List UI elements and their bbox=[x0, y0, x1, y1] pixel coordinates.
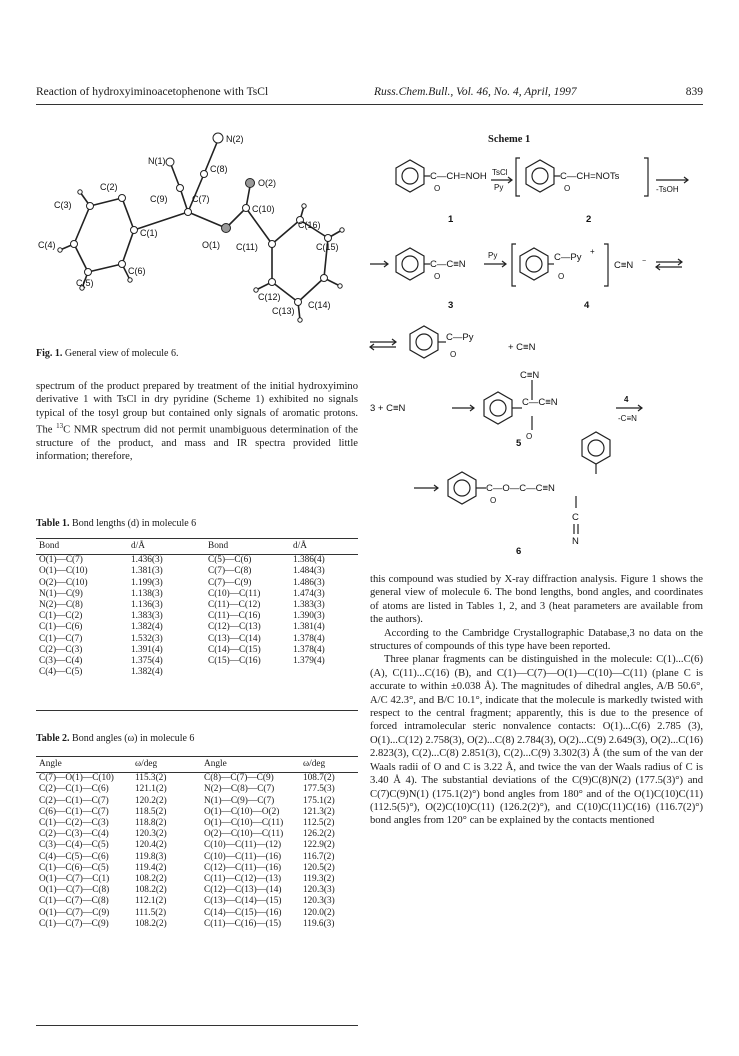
atom-label-C3: C(3) bbox=[54, 200, 72, 210]
scheme-plus: + bbox=[590, 247, 595, 256]
atom-label-C1: C(1) bbox=[140, 228, 158, 238]
header-rule bbox=[36, 104, 703, 105]
right-paragraph-2: According to the Cambridge Crystallographic Database,3 no data on the structures of compounds of this type have been reported. bbox=[370, 627, 703, 653]
table-cell: 121.3(2) bbox=[303, 806, 335, 817]
table-cell: 108.7(2) bbox=[303, 773, 335, 784]
table-cell: C(4)—C(5)—C(6) bbox=[39, 851, 109, 862]
table-cell: O(1)—C(7) bbox=[39, 555, 83, 566]
table-cell: C(7)—C(8) bbox=[208, 566, 252, 577]
table-cell: 126.2(2) bbox=[303, 829, 335, 840]
table-cell: 1.378(4) bbox=[293, 633, 325, 644]
scheme-3-plus-cn: 3 + C≡N bbox=[370, 403, 406, 414]
table-cell: 115.3(2) bbox=[135, 773, 167, 784]
table-cell: C(12)—C(13) bbox=[208, 622, 261, 633]
table-cell: O(1)—C(7)—C(9) bbox=[39, 907, 110, 918]
atom-label-C6: C(6) bbox=[128, 266, 146, 276]
table-cell: 118.5(2) bbox=[135, 806, 167, 817]
left-paragraph-part1: spectrum of the product prepared by treatment of the initial hydroxyimino derivative 1 with TsCl in dry pyridine (Scheme 1) exhibited no signals typical of the tosyl group but contained only signals of aromatic protons. The bbox=[36, 381, 358, 436]
table-row bbox=[36, 656, 358, 667]
page-number: 839 bbox=[685, 86, 703, 98]
table-row bbox=[36, 919, 358, 930]
table-header-cell: Bond bbox=[36, 541, 128, 555]
right-column-text bbox=[370, 573, 703, 828]
table-row bbox=[36, 807, 358, 818]
table-cell: 1.383(3) bbox=[131, 611, 163, 622]
table-cell: 1.378(4) bbox=[293, 644, 325, 655]
table-cell: 118.8(2) bbox=[135, 818, 167, 829]
table-row bbox=[36, 885, 358, 896]
atom-label-O1: O(1) bbox=[202, 240, 220, 250]
table-cell: N(1)—C(9)—C(7) bbox=[204, 795, 275, 806]
table-cell: C(1)—C(2)—C(3) bbox=[39, 818, 109, 829]
table-cell: 175.1(2) bbox=[303, 795, 335, 806]
left-paragraph bbox=[36, 380, 358, 463]
table-cell: 1.375(4) bbox=[131, 656, 163, 667]
table-cell: C(8)—C(7)—C(9) bbox=[204, 773, 274, 784]
table-cell: N(2)—C(8)—C(7) bbox=[204, 784, 275, 795]
scheme-cyanide-charge: − bbox=[642, 258, 647, 265]
table-row bbox=[36, 600, 358, 611]
scheme-acylpyridinium-2: C—Py bbox=[446, 332, 474, 343]
table-row bbox=[36, 611, 358, 622]
atom-label-N2: N(2) bbox=[226, 134, 244, 144]
table-cell: 112.1(2) bbox=[135, 896, 167, 907]
table-cell: 1.381(3) bbox=[131, 566, 163, 577]
table-cell: 122.9(2) bbox=[303, 840, 335, 851]
right-paragraph-1: this compound was studied by X-ray diffraction analysis. Figure 1 shows the general view of molecule 6. The bond lengths, bond angles, and coordinates of atoms are listed in Tables 1, 2, and 3 (heat parameters are available from the authors). bbox=[370, 574, 703, 626]
table-1-top-rule bbox=[36, 538, 358, 539]
scheme-cyanohydrin: C—C≡N bbox=[522, 397, 558, 408]
table-cell: O(1)—C(7)—C(8) bbox=[39, 885, 110, 896]
table-cell: C(1)—C(6)—C(5) bbox=[39, 862, 109, 873]
right-paragraph-3: Three planar fragments can be distinguished in the molecule: C(1)...C(6) (A), C(11)...C(16) (B), and C(1)—C(7)—O(1)—C(10)—C(11) (plane C is accurate to within ±0.038 Å). The magnitudes of dihedral angles, A/B 50.6°, A/C 42.3°, and B/C 10.1°, indicate that the molecule is markedly twisted with respect to the central fragment; apparently, this is due to the presence of forced intramolecular steric nonvalence contacts: O(1)...C(6) 2.785 (3), O(1)...C(12) 2.758(3), O(2)...C(8) 2.784(3), O(2)...C(9) 2.649(3), O(2)...C(16) 2.823(3), C(2)...C(8) 2.851(3), C(2)...C(9) 3.302(3) Å (the sum of the van der Waals radii of O and C is 3.22 Å, and twice the van der Waals radius of C is 3.40 Å 4). The substantial deviations of the C(9)C(8)N(2) (177.5(3)°) and C(7)C(9)N(1) (175.1(2)°) bond angles from 180° and of the O(1)C(10)C(11) (112.5(5)°), O(2)C(10)C(11) (126.2(2)°), and C(10)C(11)C(16) (116.7(2)°) bond angles from 120° can be explained by the contacts mentioned bbox=[370, 654, 703, 827]
table-header-cell: d/Å bbox=[290, 541, 358, 555]
table-cell: 1.436(3) bbox=[131, 555, 163, 566]
table-row bbox=[36, 874, 358, 885]
table-cell: 120.3(2) bbox=[135, 829, 167, 840]
table-cell bbox=[290, 667, 358, 678]
table-header-row bbox=[36, 541, 358, 555]
table-cell: C(1)—C(7)—C(9) bbox=[39, 918, 109, 929]
table-cell: 120.5(2) bbox=[303, 862, 335, 873]
table-cell: O(1)—C(10)—O(2) bbox=[204, 806, 280, 817]
atom-label-C7: C(7) bbox=[192, 194, 210, 204]
table-row bbox=[36, 645, 358, 656]
table-cell: 108.2(2) bbox=[135, 874, 167, 885]
table-cell: C(11)—C(16) bbox=[208, 611, 261, 622]
table-cell: 120.2(2) bbox=[135, 795, 167, 806]
table-cell: C(1)—C(7)—C(8) bbox=[39, 896, 109, 907]
table-cell: 119.6(3) bbox=[303, 918, 335, 929]
table-row bbox=[36, 896, 358, 907]
atom-label-C14: C(14) bbox=[308, 300, 331, 310]
atom-label-C5: C(5) bbox=[76, 278, 94, 288]
table-cell: C(11)—C(12)—(13) bbox=[204, 874, 282, 885]
table-header-cell: ω/deg bbox=[300, 759, 358, 773]
scheme-label-5: 5 bbox=[516, 438, 522, 449]
scheme-carbonyl-o: O bbox=[450, 350, 457, 359]
table-2-top-rule bbox=[36, 756, 358, 757]
scheme-alkoxide-o: O bbox=[526, 432, 533, 441]
table-row bbox=[36, 796, 358, 807]
table-cell: C(4)—C(5) bbox=[39, 667, 83, 678]
table-row bbox=[36, 555, 358, 567]
scheme-1-title: Scheme 1 bbox=[488, 134, 531, 145]
table-cell: C(12)—C(13)—(14) bbox=[204, 885, 282, 896]
scheme-cyanide: C≡N bbox=[614, 260, 634, 271]
table-row bbox=[36, 667, 358, 678]
table-cell: O(2)—C(10)—C(11) bbox=[204, 829, 284, 840]
figure-1-caption bbox=[36, 348, 178, 359]
table-cell: 120.0(2) bbox=[303, 907, 335, 918]
table-header-cell: Angle bbox=[194, 759, 300, 773]
table-row bbox=[36, 829, 358, 840]
atom-label-O2: O(2) bbox=[258, 178, 276, 188]
table-cell: C(2)—C(3) bbox=[39, 644, 83, 655]
table-row bbox=[36, 863, 358, 874]
scheme-reagent-py-2: Py bbox=[488, 251, 498, 260]
table-cell: C(6)—C(1)—C(7) bbox=[39, 806, 109, 817]
scheme-plus-cyanide: + C≡N bbox=[508, 342, 536, 353]
table-cell: O(1)—C(10)—C(11) bbox=[204, 818, 284, 829]
table-cell: 1.486(3) bbox=[293, 577, 325, 588]
header-journal: Russ.Chem.Bull., Vol. 46, No. 4, April, 1997 bbox=[374, 86, 577, 98]
table-cell: 111.5(2) bbox=[135, 907, 167, 918]
table-row bbox=[36, 589, 358, 600]
table-2-caption-text: Bond angles (ω) in molecule 6 bbox=[72, 733, 195, 744]
table-cell: C(15)—C(16) bbox=[208, 656, 261, 667]
table-cell: C(1)—C(7) bbox=[39, 633, 83, 644]
table-cell bbox=[198, 667, 290, 678]
figure-1-molecule bbox=[36, 126, 366, 346]
scheme-n-bottom: N bbox=[572, 536, 579, 547]
scheme-carbonyl-o: O bbox=[558, 272, 565, 281]
table-cell: 1.383(3) bbox=[293, 600, 325, 611]
table-cell: 119.8(3) bbox=[135, 851, 167, 862]
table-2-bottom-rule bbox=[36, 1025, 358, 1026]
table-cell: C(14)—C(15)—(16) bbox=[204, 907, 282, 918]
table-cell: 119.4(2) bbox=[135, 862, 167, 873]
table-header-cell: Angle bbox=[36, 759, 132, 773]
table-cell: C(1)—C(6) bbox=[39, 622, 83, 633]
left-paragraph-part2: C NMR spectrum did not permit unambiguous determination of the structure of the product, and mass and IR spectra provided little information; therefore, bbox=[36, 424, 358, 463]
scheme-oxime-tosylate: C—CH=NOTs bbox=[560, 171, 620, 182]
table-cell: N(2)—C(8) bbox=[39, 600, 83, 611]
table-2-bond-angles bbox=[36, 759, 358, 930]
table-cell: 120.3(3) bbox=[303, 896, 335, 907]
table-row bbox=[36, 818, 358, 829]
scheme-cn-top: C≡N bbox=[520, 370, 540, 381]
atom-label-C8: C(8) bbox=[210, 164, 228, 174]
table-cell: 116.7(2) bbox=[303, 851, 335, 862]
table-cell: C(10)—C(11)—(12) bbox=[204, 840, 282, 851]
table-cell: O(1)—C(7)—C(1) bbox=[39, 874, 110, 885]
table-1-caption-text: Bond lengths (d) in molecule 6 bbox=[72, 518, 197, 529]
table-2-caption bbox=[36, 733, 194, 744]
scheme-reagent-4: 4 bbox=[624, 395, 629, 404]
table-cell: C(10)—C(11) bbox=[208, 588, 261, 599]
table-cell: 1.391(4) bbox=[131, 644, 163, 655]
table-cell: 1.138(3) bbox=[131, 588, 163, 599]
header-title: Reaction of hydroxyiminoacetophenone with TsCl bbox=[36, 86, 269, 98]
table-cell: C(10)—C(11)—(16) bbox=[204, 851, 282, 862]
scheme-minus-tsoh: -TsOH bbox=[656, 185, 679, 194]
table-cell: 1.382(4) bbox=[131, 667, 163, 678]
table-cell: C(7)—C(9) bbox=[208, 577, 252, 588]
left-paragraph-sup: 13 bbox=[56, 421, 64, 430]
table-cell: C(2)—C(1)—C(7) bbox=[39, 795, 109, 806]
table-cell: 119.3(2) bbox=[303, 874, 335, 885]
table-cell: 120.4(2) bbox=[135, 840, 167, 851]
table-cell: 1.199(3) bbox=[131, 577, 163, 588]
atom-label-C10: C(10) bbox=[252, 204, 275, 214]
scheme-label-3: 3 bbox=[448, 300, 454, 311]
table-cell: 177.5(3) bbox=[303, 784, 335, 795]
table-cell: C(7)—O(1)—C(10) bbox=[39, 773, 114, 784]
scheme-nitrile: C—C≡N bbox=[430, 259, 466, 270]
scheme-oxime: C—CH=NOH bbox=[430, 171, 487, 182]
table-cell: 108.2(2) bbox=[135, 918, 167, 929]
table-cell: C(3)—C(4) bbox=[39, 656, 83, 667]
table-row bbox=[36, 908, 358, 919]
atom-label-C13: C(13) bbox=[272, 306, 295, 316]
table-row bbox=[36, 840, 358, 851]
scheme-label-6: 6 bbox=[516, 546, 522, 556]
scheme-acylpyridinium: C—Py bbox=[554, 252, 582, 263]
scheme-label-4: 4 bbox=[584, 300, 590, 311]
atom-label-C12: C(12) bbox=[258, 292, 281, 302]
table-cell: C(13)—C(14)—(15) bbox=[204, 896, 282, 907]
table-cell: C(1)—C(2) bbox=[39, 611, 83, 622]
molecule-drawing bbox=[36, 126, 366, 346]
table-cell: C(2)—C(1)—C(6) bbox=[39, 784, 109, 795]
table-cell: C(12)—C(11)—(16) bbox=[204, 862, 282, 873]
table-row bbox=[36, 622, 358, 633]
atom-label-C9: C(9) bbox=[150, 194, 168, 204]
table-2-caption-label: Table 2. bbox=[36, 733, 70, 744]
table-cell: C(11)—C(12) bbox=[208, 600, 261, 611]
scheme-1 bbox=[366, 146, 706, 556]
table-cell: 108.2(2) bbox=[135, 885, 167, 896]
scheme-reagent-tscl: TsCl bbox=[492, 168, 508, 177]
table-cell: 112.5(2) bbox=[303, 818, 335, 829]
atom-label-C2: C(2) bbox=[100, 182, 118, 192]
scheme-c-bottom: C bbox=[572, 512, 579, 523]
table-row bbox=[36, 784, 358, 795]
table-cell: N(1)—C(9) bbox=[39, 588, 83, 599]
scheme-carbonyl-o: O bbox=[564, 184, 571, 193]
table-cell: O(1)—C(10) bbox=[39, 566, 88, 577]
table-cell: C(11)—C(16)—(15) bbox=[204, 918, 282, 929]
table-row bbox=[36, 634, 358, 645]
table-1-caption bbox=[36, 518, 196, 529]
table-cell: 120.3(3) bbox=[303, 885, 335, 896]
table-cell: 121.1(2) bbox=[135, 784, 167, 795]
table-row bbox=[36, 852, 358, 863]
table-cell: C(13)—C(14) bbox=[208, 633, 261, 644]
table-cell: C(3)—C(4)—C(5) bbox=[39, 840, 109, 851]
table-cell: C(5)—C(6) bbox=[208, 555, 252, 566]
table-cell: 1.382(4) bbox=[131, 622, 163, 633]
table-cell: C(2)—C(3)—C(4) bbox=[39, 829, 109, 840]
table-cell: 1.136(3) bbox=[131, 600, 163, 611]
atom-label-C11: C(11) bbox=[236, 242, 258, 252]
scheme-carbonyl-o: O bbox=[434, 272, 441, 281]
table-cell: O(2)—C(10) bbox=[39, 577, 88, 588]
table-header-cell: d/Å bbox=[128, 541, 198, 555]
table-row bbox=[36, 566, 358, 577]
scheme-label-1: 1 bbox=[448, 214, 454, 225]
scheme-drawing bbox=[366, 146, 706, 556]
scheme-carbonyl-o: O bbox=[434, 184, 441, 193]
table-row bbox=[36, 578, 358, 589]
table-cell: 1.474(3) bbox=[293, 588, 325, 599]
atom-label-C15: C(15) bbox=[316, 242, 339, 252]
table-1-caption-label: Table 1. bbox=[36, 518, 70, 529]
table-cell: C(14)—C(15) bbox=[208, 644, 261, 655]
table-1-bottom-rule bbox=[36, 710, 358, 711]
table-row bbox=[36, 773, 358, 785]
atom-label-N1: N(1) bbox=[148, 156, 166, 166]
scheme-ester: C—O—C—C≡N bbox=[486, 483, 555, 494]
table-cell: 1.484(3) bbox=[293, 566, 325, 577]
scheme-label-2: 2 bbox=[586, 214, 592, 225]
table-cell: 1.386(4) bbox=[293, 555, 325, 566]
table-header-cell: ω/deg bbox=[132, 759, 194, 773]
table-cell: 1.379(4) bbox=[293, 656, 325, 667]
scheme-reagent-py: Py bbox=[494, 183, 504, 192]
table-cell: 1.381(4) bbox=[293, 622, 325, 633]
table-header-cell: Bond bbox=[198, 541, 290, 555]
table-cell: 1.532(3) bbox=[131, 633, 163, 644]
atom-label-C4: C(4) bbox=[38, 240, 56, 250]
figure-1-caption-text: General view of molecule 6. bbox=[64, 348, 179, 359]
table-1-bond-lengths bbox=[36, 541, 358, 678]
figure-1-caption-label: Fig. 1. bbox=[36, 348, 63, 359]
scheme-carbonyl-o: O bbox=[490, 496, 497, 505]
atom-label-C16: C(16) bbox=[298, 220, 321, 230]
table-cell: 1.390(3) bbox=[293, 611, 325, 622]
table-header-row bbox=[36, 759, 358, 773]
running-header bbox=[36, 86, 703, 104]
scheme-minus-cn: -C≡N bbox=[618, 414, 637, 423]
